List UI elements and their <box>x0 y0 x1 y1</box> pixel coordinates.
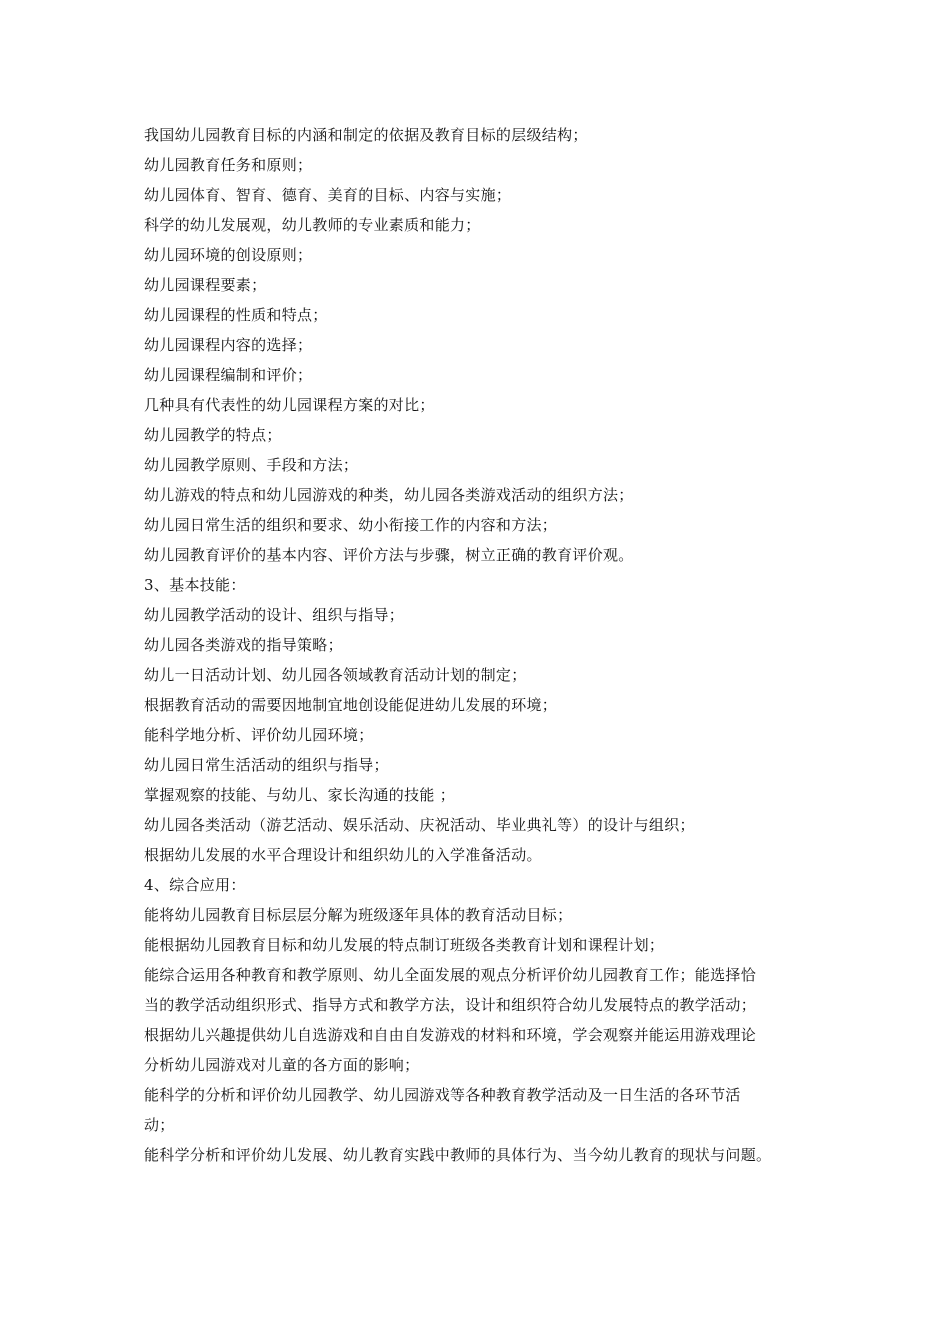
text-line: 幼儿园日常生活的组织和要求、幼小衔接工作的内容和方法； <box>144 516 558 534</box>
text-line: 幼儿园教育评价的基本内容、评价方法与步骤，树立正确的教育评价观。 <box>144 546 634 564</box>
text-line: 能将幼儿园教育目标层层分解为班级逐年具体的教育活动目标； <box>144 906 573 924</box>
text-line: 幼儿园教学原则、手段和方法； <box>144 456 359 474</box>
text-line: 幼儿园环境的创设原则； <box>144 246 313 264</box>
text-line: 能科学的分析和评价幼儿园教学、幼儿园游戏等各种教育教学活动及一日生活的各环节活 <box>144 1086 741 1104</box>
text-line: 能根据幼儿园教育目标和幼儿发展的特点制订班级各类教育计划和课程计划； <box>144 936 665 954</box>
text-line: 能科学地分析、评价幼儿园环境； <box>144 726 374 744</box>
text-line: 幼儿园教学的特点； <box>144 426 282 444</box>
text-line: 幼儿园课程的性质和特点； <box>144 306 328 324</box>
text-line: 幼儿园日常生活活动的组织与指导； <box>144 756 389 774</box>
text-line: 能综合运用各种教育和教学原则、幼儿全面发展的观点分析评价幼儿园教育工作；能选择恰 <box>144 966 757 984</box>
text-line: 我国幼儿园教育目标的内涵和制定的依据及教育目标的层级结构； <box>144 126 588 144</box>
text-line: 幼儿园课程编制和评价； <box>144 366 313 384</box>
text-line: 幼儿园各类活动（游艺活动、娱乐活动、庆祝活动、毕业典礼等）的设计与组织； <box>144 816 695 834</box>
text-line: 根据幼儿发展的水平合理设计和组织幼儿的入学准备活动。 <box>144 846 542 864</box>
text-line: 科学的幼儿发展观，幼儿教师的专业素质和能力； <box>144 216 481 234</box>
text-line: 根据教育活动的需要因地制宜地创设能促进幼儿发展的环境； <box>144 696 558 714</box>
text-line: 幼儿园教学活动的设计、组织与指导； <box>144 606 405 624</box>
text-line: 幼儿一日活动计划、幼儿园各领域教育活动计划的制定； <box>144 666 527 684</box>
document-body <box>144 120 824 1170</box>
text-line: 分析幼儿园游戏对儿童的各方面的影响； <box>144 1056 420 1074</box>
text-line: 幼儿园课程要素； <box>144 276 267 294</box>
text-line: 幼儿园体育、智育、德育、美育的目标、内容与实施； <box>144 186 512 204</box>
text-line: 幼儿园各类游戏的指导策略； <box>144 636 343 654</box>
text-line: 掌握观察的技能、与幼儿、家长沟通的技能 ； <box>144 786 456 804</box>
section-heading: 3、基本技能： <box>144 576 246 594</box>
text-line: 幼儿园教育任务和原则； <box>144 156 313 174</box>
text-line: 幼儿游戏的特点和幼儿园游戏的种类，幼儿园各类游戏活动的组织方法； <box>144 486 634 504</box>
text-line: 根据幼儿兴趣提供幼儿自选游戏和自由自发游戏的材料和环境，学会观察并能运用游戏理论 <box>144 1026 757 1044</box>
section-heading: 4、综合应用： <box>144 876 246 894</box>
text-line: 幼儿园课程内容的选择； <box>144 336 313 354</box>
text-line: 动； <box>144 1116 175 1134</box>
text-line: 当的教学活动组织形式、指导方式和教学方法，设计和组织符合幼儿发展特点的教学活动； <box>144 996 757 1014</box>
text-line: 能科学分析和评价幼儿发展、幼儿教育实践中教师的具体行为、当今幼儿教育的现状与问题。 <box>144 1146 772 1164</box>
text-line: 几种具有代表性的幼儿园课程方案的对比； <box>144 396 435 414</box>
